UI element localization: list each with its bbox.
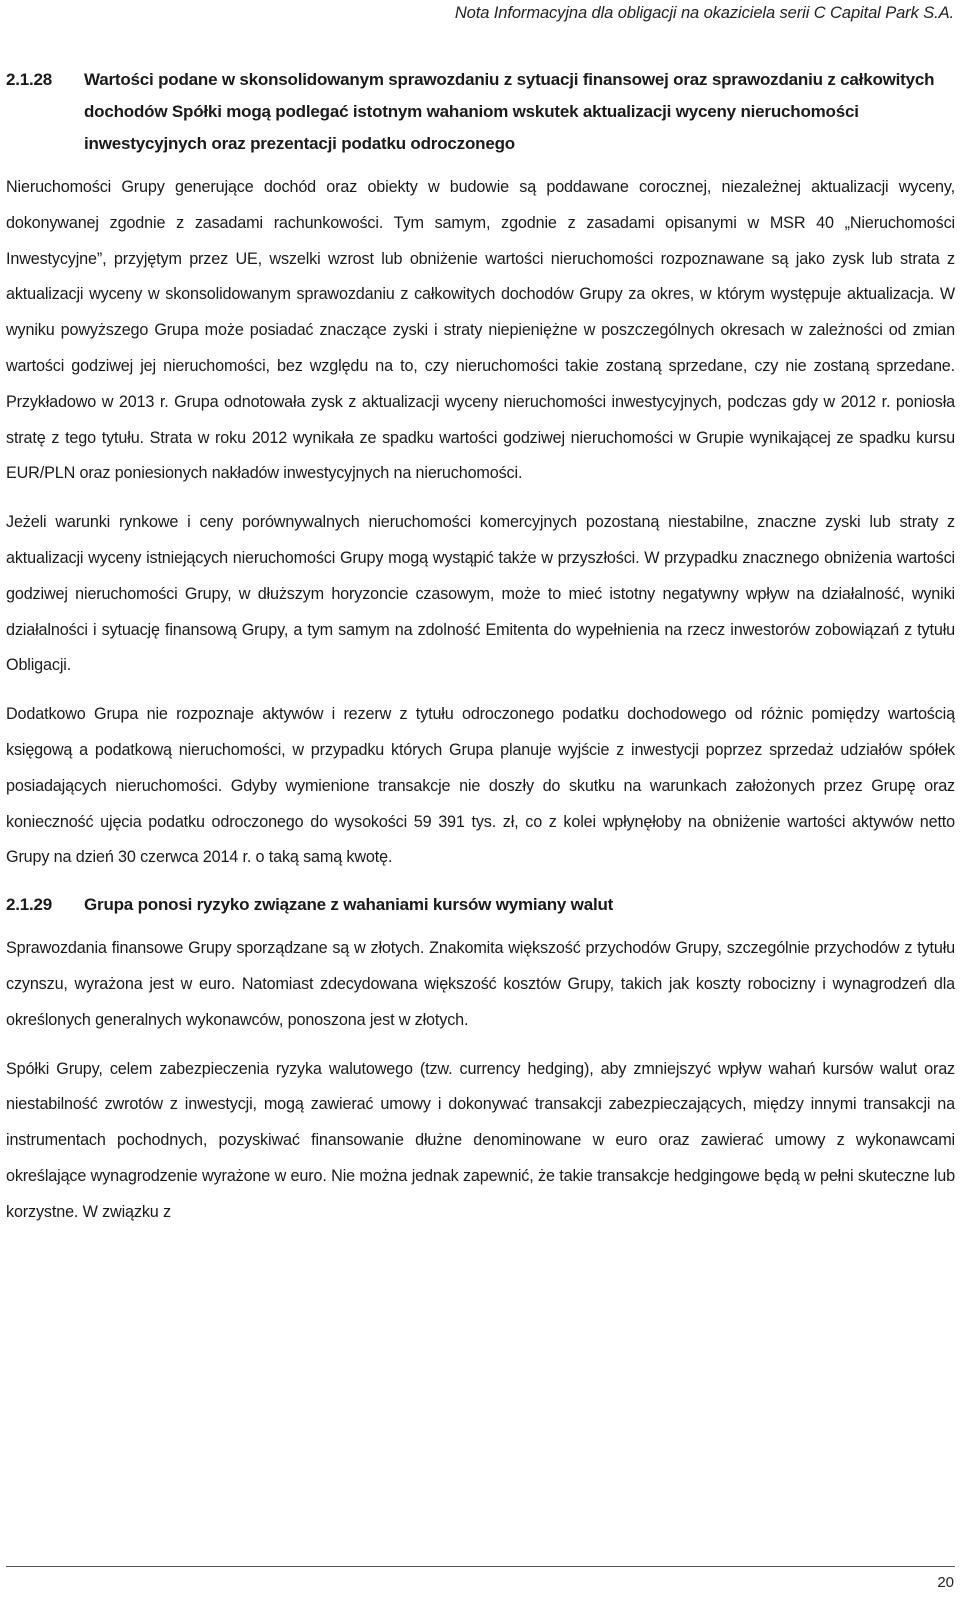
paragraph: Spółki Grupy, celem zabezpieczenia ryzyka walutowego (tzw. currency hedging), aby zmniejszyć wpływ wahań kursów walut oraz niestabilność zwrotów z inwestycji, mogą zawierać umowy i dokonywać transakcji zabezpieczających, między innymi transakcji na instrumentach pochodnych, pozyskiwać finansowanie dłużne denominowane w euro oraz zawierać umowy z wykonawcami określające wynagrodzenie wyrażone w euro. Nie można jednak zapewnić, że takie transakcje hedgingowe będą w pełni skuteczne lub korzystne. W związku z bbox=[6, 1059, 955, 1221]
document-header: Nota Informacyjna dla obligacji na okaziciela serii C Capital Park S.A. bbox=[454, 4, 954, 22]
footer-divider bbox=[6, 1566, 955, 1567]
section-number: 2.1.28 bbox=[6, 70, 53, 89]
section-title: Wartości podane w skonsolidowanym sprawozdaniu z sytuacji finansowej oraz sprawozdaniu z całkowitych dochodów Spółki mogą podlegać istotnym wahaniom wskutek aktualizacji wyceny nieruchomości inwestycyjnych oraz prezentacji podatku odroczonego bbox=[84, 70, 935, 153]
paragraph: Jeżeli warunki rynkowe i ceny porównywalnych nieruchomości komercyjnych pozostaną niestabilne, znaczne zyski lub straty z aktualizacji wyceny istniejących nieruchomości Grupy mogą wystąpić także w przyszłości. W przypadku znacznego obniżenia wartości godziwej nieruchomości Grupy, w dłuższym horyzoncie czasowym, może to mieć istotny negatywny wpływ na działalność, wyniki działalności i sytuację finansową Grupy, a tym samym na zdolność Emitenta do wypełnienia na rzecz inwestorów zobowiązań z tytułu Obligacji. bbox=[6, 513, 955, 675]
paragraph: Dodatkowo Grupa nie rozpoznaje aktywów i rezerw z tytułu odroczonego podatku dochodowego od różnic pomiędzy wartością księgową a podatkową nieruchomości, w przypadku których Grupa planuje wyjście z inwestycji poprzez sprzedaż udziałów spółek posiadających nieruchomości. Gdyby wymienione transakcje nie doszły do skutku na warunkach założonych przez Grupę oraz konieczność ujęcia podatku odroczonego do wysokości 59 391 tys. zł, co z kolei wpłynęłoby na obniżenie wartości aktywów netto Grupy na dzień 30 czerwca 2014 r. o taką samą kwotę. bbox=[6, 705, 955, 867]
section-number: 2.1.29 bbox=[6, 895, 53, 915]
section-heading-2-1-29 bbox=[6, 889, 955, 921]
section-title: Grupa ponosi ryzyko związane z wahaniami kursów wymiany walut bbox=[84, 895, 614, 915]
section-heading-2-1-28 bbox=[6, 64, 955, 160]
paragraph: Nieruchomości Grupy generujące dochód oraz obiekty w budowie są poddawane corocznej, niezależnej aktualizacji wyceny, dokonywanej zgodnie z zasadami rachunkowości. Tym samym, zgodnie z zasadami opisanymi w MSR 40 „Nieruchomości Inwestycyjne”, przyjętym przez UE, wszelki wzrost lub obniżenie wartości nieruchomości rozpoznawane są jako zysk lub strata z aktualizacji wyceny w skonsolidowanym sprawozdaniu z całkowitych dochodów Grupy za okres, w którym występuje aktualizacja. W wyniku powyższego Grupa może posiadać znaczące zyski i straty niepieniężne w poszczególnych okresach w zależności od zmian wartości godziwej jej nieruchomości, bez względu na to, czy nieruchomości takie zostaną sprzedane, czy nie zostaną sprzedane. Przykładowo w 2013 r. Grupa odnotowała zysk z aktualizacji wyceny nieruchomości inwestycyjnych, podczas gdy w 2012 r. poniosła stratę z tego tytułu. Strata w roku 2012 wynikała ze spadku wartości godziwej nieruchomości w Grupie wynikającej ze spadku kursu EUR/PLN oraz poniesionych nakładów inwestycyjnych na nieruchomości. bbox=[6, 178, 955, 483]
page-number: 20 bbox=[937, 1574, 954, 1591]
paragraph: Sprawozdania finansowe Grupy sporządzane są w złotych. Znakomita większość przychodów Grupy, szczególnie przychodów z tytułu czynszu, wyrażona jest w euro. Natomiast zdecydowana większość kosztów Grupy, takich jak koszty robocizny i wynagrodzeń dla określonych generalnych wykonawców, ponoszona jest w złotych. bbox=[6, 939, 955, 1029]
document-body bbox=[6, 64, 955, 1231]
